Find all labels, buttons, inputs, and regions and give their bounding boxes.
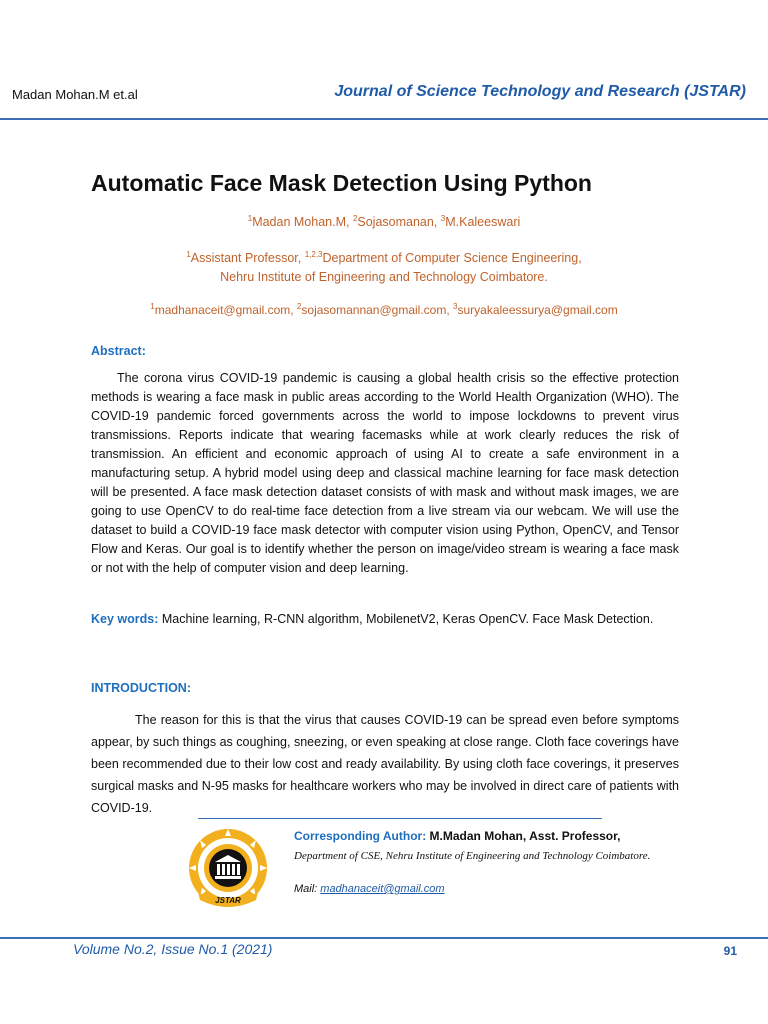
corresponding-name: M.Madan Mohan, Asst. Professor, [426, 829, 621, 843]
running-author: Madan Mohan.M et.al [12, 87, 138, 102]
page-number: 91 [723, 944, 737, 958]
introduction-heading: INTRODUCTION: [91, 681, 191, 695]
keywords-label: Key words: [91, 612, 159, 626]
email-1[interactable]: madhanaceit@gmail.com, [154, 303, 297, 317]
email-1-sup: 1 [150, 302, 155, 311]
corresponding-mail [294, 883, 445, 895]
affiliation [0, 245, 768, 287]
author-list [0, 214, 768, 229]
affil-dept: Department of Computer Science Engineering, [322, 251, 582, 266]
abstract-heading: Abstract: [91, 344, 146, 358]
affil-sup-2: 1,2,3 [304, 250, 323, 259]
introduction-text: The reason for this is that the virus that causes COVID-19 can be spread even before symptoms appear, by such things as coughing, sneezing, or even speaking at close range. Cloth face coverings have been recommended due to their low cost and ready availability. By using cloth face coverings, it preserves surgical masks and N-95 masks for healthcare workers who may be involved in direct care of patients with COVID-19. [91, 713, 679, 815]
logo-banner-text: JSTAR [215, 896, 241, 905]
author-3-sup: 3 [440, 214, 446, 223]
affiliation-line-1 [0, 245, 768, 268]
email-3[interactable]: suryakaleessurya@gmail.com [457, 303, 618, 317]
paper-title: Automatic Face Mask Detection Using Python [91, 170, 592, 196]
corresponding-label: Corresponding Author: [294, 829, 427, 843]
keywords-text: Machine learning, R-CNN algorithm, MobilenetV2, Keras OpenCV. Face Mask Detection. [158, 612, 654, 626]
email-2-sup: 2 [296, 302, 302, 311]
affil-institute: Nehru Institute of Engineering and Technology Coimbatore. [220, 270, 548, 285]
affil-role: Assistant Professor, [190, 251, 305, 266]
footnote-rule [198, 818, 602, 819]
volume-issue: Volume No.2, Issue No.1 (2021) [73, 941, 273, 957]
email-2[interactable]: sojasomannan@gmail.com, [301, 303, 454, 317]
keywords [91, 610, 679, 629]
affil-sup-1: 1 [186, 250, 191, 259]
mail-link[interactable]: madhanaceit@gmail.com [320, 883, 445, 895]
author-1: Madan Mohan.M, [252, 215, 353, 230]
email-3-sup: 3 [453, 302, 458, 311]
journal-name: Journal of Science Technology and Research (JSTAR) [334, 83, 746, 100]
header-rule [0, 118, 768, 120]
corresponding-dept: Department of CSE, Nehru Institute of Engineering and Technology Coimbatore. [294, 850, 651, 862]
author-3: M.Kaleeswari [445, 215, 521, 230]
author-2-sup: 2 [352, 214, 358, 223]
email-list [0, 302, 768, 317]
footer-rule [0, 937, 768, 939]
jstar-logo [176, 828, 280, 914]
corresponding-author [294, 829, 620, 843]
author-1-sup: 1 [247, 214, 253, 223]
mail-label: Mail: [294, 883, 321, 895]
abstract-text: The corona virus COVID-19 pandemic is causing a global health crisis so the effective protection methods is wearing a face mask in public areas according to the World Health Organization (WHO). The COVID-19 pandemic forced governments across the world to impose lockdowns to prevent virus transmissions. Reports indicate that wearing facemasks while at work clearly reduces the risk of transmission. An efficient and economic approach of using AI to create a safe environment in a manufacturing setup. A hybrid model using deep and classical machine learning for face mask detection will be presented. A face mask detection dataset consists of with mask and without mask images, we are going to use OpenCV to do real-time face detection from a live stream via our webcam. We will use the dataset to build a COVID-19 face mask detector with computer vision using Python, OpenCV, and Tensor Flow and Keras. Our goal is to identify whether the person on image/video stream is wearing a face mask or not with the help of computer vision and deep learning. [91, 371, 679, 575]
author-2: Sojasomanan, [357, 215, 441, 230]
